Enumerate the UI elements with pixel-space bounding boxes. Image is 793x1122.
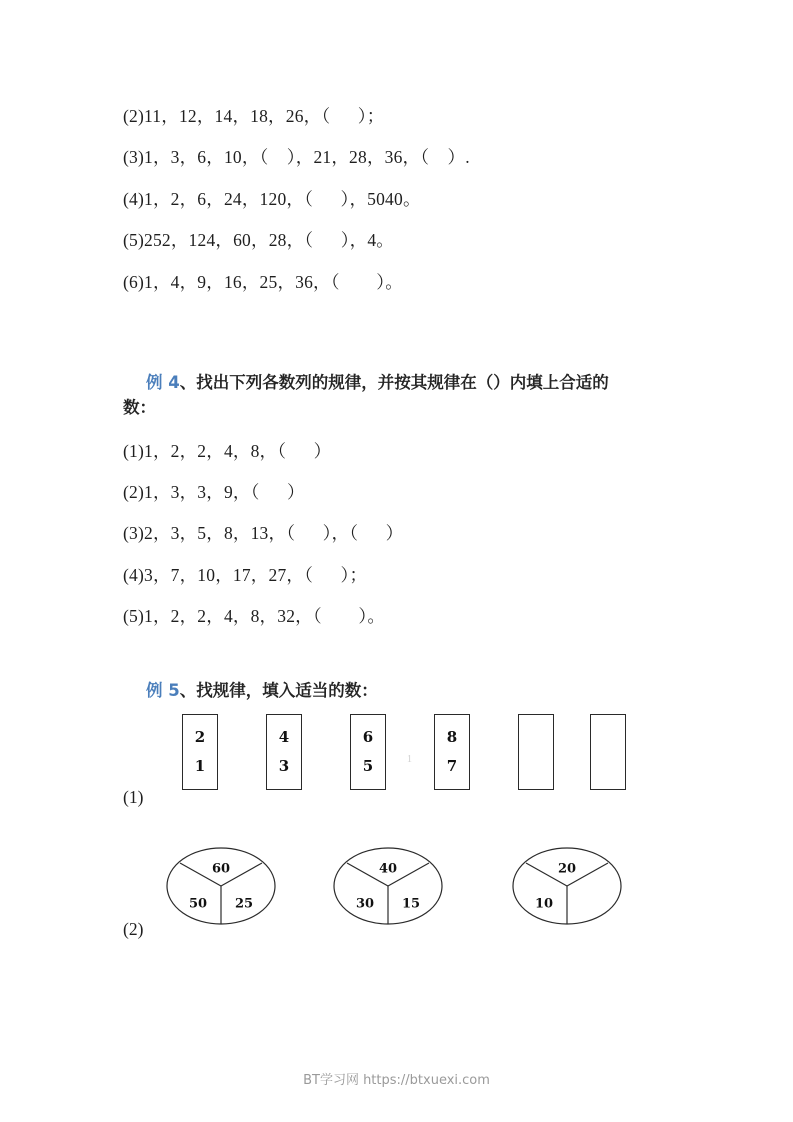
circle-diagram-3 [512,847,622,925]
sequence-item-2: (2)11，12，14，18，26，（ ）； [123,106,385,126]
number-box-6-blank [590,714,626,790]
number-box-2 [266,714,302,790]
circle-diagram-1 [166,847,276,925]
example-4-mark: 例 4 [145,372,180,392]
number-box-4-bottom: 7 [446,757,458,775]
circle-diagram-2-svg [333,847,443,925]
circle-diagram-3-svg [512,847,622,925]
circle-2-bottom-right-value: 15 [401,896,421,912]
example-5-title: 找规律，填入适当的数： [196,680,378,700]
circle-2-bottom-left-value: 30 [355,896,375,912]
footer-watermark: BT学习网 https://btxuexi.com [303,1073,490,1088]
number-box-4-top: 8 [446,728,458,746]
circle-diagram-1-svg [166,847,276,925]
circle-1-bottom-right-value: 25 [234,896,254,912]
number-box-2-top: 4 [278,728,290,746]
circle-1-top-value: 60 [211,861,231,877]
number-box-5-blank [518,714,554,790]
number-box-4 [434,714,470,790]
example-4-item-1: (1)1，2，2，4，8，（ ） [123,441,332,461]
circle-2-top-value: 40 [378,861,398,877]
example-4-item-5: (5)1，2，2，4，8，32，（ ）。 [123,606,386,626]
number-box-3 [350,714,386,790]
example-4-title-line2: 数： [123,398,156,417]
number-box-1-top: 2 [194,728,206,746]
example-4-heading [123,358,609,408]
circle-3-bottom-left-value: 10 [534,896,554,912]
figure-2-label: (2) [123,919,144,939]
circle-3-top-value: 20 [557,861,577,877]
scan-artifact-digit: 1 [407,754,412,765]
number-box-3-bottom: 5 [362,757,374,775]
number-box-2-bottom: 3 [278,757,290,775]
sequence-item-3: (3)1，3，6，10，（ ），21，28，36，（ ）. [123,147,470,167]
figure-1-label: (1) [123,787,144,807]
number-box-1 [182,714,218,790]
sequence-item-4: (4)1，2，6，24，120，（ ），5040。 [123,189,421,209]
example-4-item-3: (3)2，3，5，8，13，（ ），（ ） [123,523,404,543]
sequence-item-5: (5)252，124，60，28，（ ），4。 [123,230,395,250]
example-4-item-2: (2)1，3，3，9，（ ） [123,482,305,502]
example-5-mark: 例 5 [145,680,180,700]
example-4-title-line1: 找出下列各数列的规律，并按其规律在（）内填上合适的 [196,372,609,392]
sequence-item-6: (6)1，4，9，16，25，36，（ ）。 [123,272,403,292]
example-5-mark-suffix: 、 [179,680,197,700]
circle-diagram-2 [333,847,443,925]
example-4-item-4: (4)3，7，10，17，27，（ ）； [123,565,368,585]
number-box-1-bottom: 1 [194,757,206,775]
example-5-heading [123,666,378,716]
number-box-3-top: 6 [362,728,374,746]
circle-1-bottom-left-value: 50 [188,896,208,912]
example-4-mark-suffix: 、 [179,372,197,392]
